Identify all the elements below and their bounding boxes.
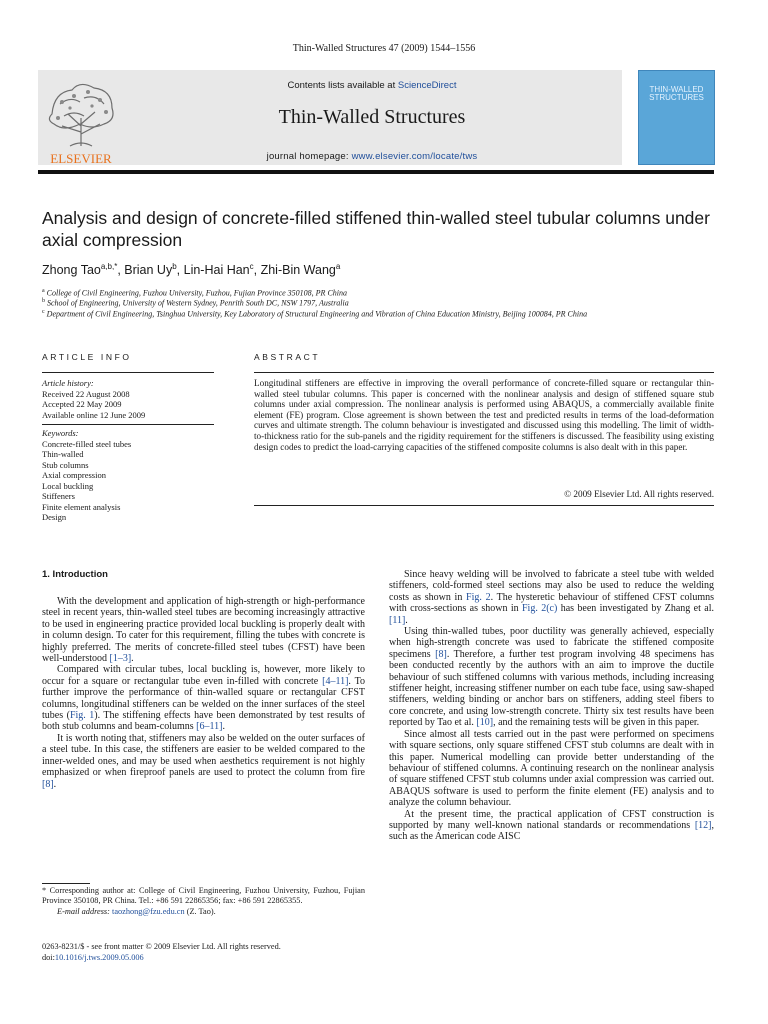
- elsevier-tree-logo[interactable]: [40, 74, 122, 166]
- abstract-heading: ABSTRACT: [254, 352, 321, 362]
- body-column-left: [42, 596, 365, 790]
- keywords-label: Keywords:: [42, 428, 79, 438]
- sciencedirect-link[interactable]: ScienceDirect: [397, 80, 457, 91]
- citation-link[interactable]: [8]: [42, 778, 54, 790]
- doi-line: [42, 952, 281, 963]
- homepage-prefix: journal homepage:: [266, 151, 352, 162]
- publisher-name: ELSEVIER: [50, 151, 112, 166]
- paragraph-text: . The hysteretic behaviour of stiffened CFST columns with cross-sections as shown in: [389, 591, 714, 615]
- article-info-rule: [42, 372, 214, 373]
- author-affiliation-mark[interactable]: c: [249, 262, 254, 271]
- doi-link[interactable]: 10.1016/j.tws.2009.05.006: [54, 953, 144, 962]
- keyword: Design: [42, 512, 67, 522]
- paragraph-text: has been investigated by Zhang et al.: [557, 603, 714, 615]
- abstract-text: Longitudinal stiffeners are effective in improving the overall performance of concrete-filled square or rectangular thin-walled steel tubular columns. This paper is concerned with the nonlinear analysis and design of stiffened square stub columns under axial compression. The nonlinear analysis is performed using ABAQUS, a commercially available finite element (FE) program. Close agreement is shown between the test and predicted results in terms of the load-deformation curves and ultimate strength. The column behaviour is investigated and discussed using this modelling. The limit of width-to-thickness ratio for the sub-panels and the rigidity requirement for the stiffeners is discussed. The feasibility using existing design codes to predict the load-carrying capacities of the stiffened composite columns is also dealt with in this paper.: [254, 378, 714, 452]
- history-received: Received 22 August 2008: [42, 388, 130, 399]
- journal-homepage-line: [124, 151, 620, 162]
- citation-link[interactable]: [11]: [389, 614, 406, 626]
- contents-line: [124, 80, 620, 91]
- citation-link[interactable]: [4–11]: [322, 675, 349, 687]
- paragraph-text: .: [131, 653, 134, 665]
- paragraph-text: ). The stiffening effects have been demonstrated by test results of both stub columns and beam-columns: [42, 710, 365, 733]
- paragraph-text: .: [405, 614, 408, 626]
- citation-link[interactable]: [10]: [476, 717, 494, 729]
- affiliation-text: College of Civil Engineering, Fuzhou University, Fuzhou, Fujian Province 350108, PR China: [46, 288, 348, 298]
- citation-link[interactable]: [8]: [435, 648, 447, 660]
- keyword: Stub columns: [42, 459, 89, 470]
- contents-prefix: Contents lists available at: [287, 80, 398, 91]
- paragraph-text: . To further improve the performance of thin-walled square or rectangular CFST columns, longitudinal stiffeners can be welded on the inner surfaces of the steel tubes (: [42, 675, 365, 722]
- citation-link[interactable]: Fig. 2: [466, 591, 491, 603]
- journal-homepage-link[interactable]: www.elsevier.com/locate/tws: [351, 151, 478, 162]
- article-info-rule: [42, 424, 214, 425]
- keyword: Axial compression: [42, 470, 106, 480]
- journal-reference: Thin-Walled Structures 47 (2009) 1544–1556: [292, 43, 476, 54]
- cover-title: THIN-WALLED STRUCTURES: [649, 85, 704, 102]
- citation-link[interactable]: [6–11]: [196, 721, 223, 733]
- body-paragraph: [389, 809, 714, 843]
- affiliation-text: School of Engineering, University of Western Sydney, Penrith South DC, NSW 1797, Australia: [47, 298, 349, 308]
- affiliation-mark: c: [42, 309, 45, 315]
- header-divider: [38, 170, 714, 174]
- author-name: Lin-Hai Han: [183, 263, 250, 278]
- author-name: Zhi-Bin Wang: [260, 263, 336, 278]
- body-paragraph: [42, 664, 365, 732]
- keyword: Stiffeners: [42, 491, 75, 501]
- paragraph-text: Since almost all tests carried out in the past were performed on specimens with square sections, only square stiffened CFST stub columns are dealt with in this paper. Numerical modelling can provide better understanding of the behaviour of stiffened columns. A continuing research on the nonlinear analysis of square stiffened CFST stub columns under axial compression was carried out. ABAQUS software is used to perform the finite element (FE) analysis and to analyze the column behaviour.: [389, 728, 714, 809]
- body-paragraph: [389, 729, 714, 809]
- email-suffix: (Z. Tao).: [184, 906, 216, 916]
- footnote-text: * Corresponding author at: College of Civil Engineering, Fuzhou University, Fuzhou, Fujian Province 350108, PR China. Tel.: +86 591 22865356; fax: +86 591 22865355.: [42, 886, 365, 906]
- email-link[interactable]: taozhong@fzu.edu.cn: [112, 906, 185, 916]
- paragraph-text: , such as the American code AISC: [389, 819, 714, 843]
- footnote-email-line: [42, 907, 365, 917]
- author-affiliation-mark[interactable]: b: [172, 262, 177, 271]
- paragraph-text: Since heavy welding will be involved to fabricate a steel tube with welded stiffeners, cold-formed steel sections may also be used to reduce the welding costs as shown in: [389, 569, 714, 603]
- front-matter-notes: [42, 941, 281, 963]
- body-paragraph: [42, 733, 365, 790]
- affiliation-text: Department of Civil Engineering, Tsinghua University, Key Laboratory of Structural Engineering and Vibration of China Education Ministry, Beijing 100084, PR China: [46, 309, 588, 319]
- paragraph-text: With the development and application of high-strength or high-performance steel in recent years, thin-walled steel tubes are becoming increasingly attractive to be used in engineering practice provided local buckling is properly dealt with in column design. To cater for this requirement, filling the tubes with concrete is highly preferred. The merits of concrete-filled steel tubes (CFST) have been well-understood: [42, 596, 365, 665]
- affiliation: [42, 309, 587, 319]
- abstract-rule: [254, 372, 714, 373]
- article-title: Analysis and design of concrete-filled stiffened thin-walled steel tubular columns under axial compression: [42, 208, 710, 250]
- body-paragraph: [389, 626, 714, 729]
- article-info-heading: ARTICLE INFO: [42, 352, 132, 362]
- citation-link[interactable]: Fig. 2(c): [522, 603, 558, 615]
- paragraph-text: Compared with circular tubes, local buckling is, however, more likely to occur for a square or rectangular tube even in-filled with concrete: [42, 664, 365, 687]
- body-column-right: [389, 569, 714, 843]
- keyword: Thin-walled: [42, 449, 84, 459]
- paragraph-text: Using thin-walled tubes, poor ductility was generally achieved, especially when high-strength concrete was used to fabricate the stiffened composite specimens: [389, 626, 714, 660]
- article-history-label: Article history:: [42, 378, 94, 388]
- author-name: Brian Uy: [124, 263, 173, 278]
- corresponding-author-footnote: [42, 886, 365, 917]
- history-accepted: Accepted 22 May 2009: [42, 399, 122, 409]
- paragraph-text: At the present time, the practical application of CFST construction is supported by many well-known national standards or recommendations: [389, 808, 714, 831]
- paragraph-text: , and the remaining tests will be given in this paper.: [493, 717, 700, 729]
- affiliation-mark: b: [42, 298, 45, 304]
- keywords-list: [42, 428, 131, 523]
- email-label: E-mail address:: [57, 906, 110, 916]
- section-heading-introduction: 1. Introduction: [42, 569, 108, 580]
- paragraph-text: .: [53, 778, 57, 790]
- citation-link[interactable]: [1–3]: [109, 653, 132, 665]
- affiliation-mark: a: [42, 288, 45, 294]
- keyword: Finite element analysis: [42, 501, 121, 512]
- journal-title: Thin-Walled Structures: [278, 106, 466, 128]
- abstract-rule: [254, 505, 714, 506]
- keyword: Concrete-filled steel tubes: [42, 438, 132, 449]
- affiliation: [42, 288, 347, 298]
- citation-link[interactable]: Fig. 1: [69, 710, 95, 722]
- footnote-rule: [42, 883, 90, 884]
- abstract-copyright: © 2009 Elsevier Ltd. All rights reserved.: [564, 489, 714, 499]
- citation-link[interactable]: [12]: [694, 819, 712, 831]
- body-paragraph: [42, 596, 365, 664]
- history-online: Available online 12 June 2009: [42, 409, 146, 420]
- paragraph-text: It is worth noting that, stiffeners may also be welded on the outer surfaces of a steel tube. In this case, the stiffeners are easier to be welded compared to the inner-welded ones, and may be used when aesthetics requirement is not highly emphasized or when fireproof panels are used to protect the column from fire: [42, 732, 365, 779]
- author-list: Zhong Tao$^{a,b,*}$, Brian Uy$^b$, Lin-Hai Han$^c$, Zhi-Bin Wang$^a$: [42, 262, 341, 278]
- affiliation: [42, 298, 349, 308]
- author-affiliation-mark[interactable]: a: [335, 262, 341, 271]
- issn-line: 0263-8231/$ - see front matter © 2009 Elsevier Ltd. All rights reserved.: [42, 942, 281, 951]
- doi-prefix: doi:: [42, 953, 55, 962]
- paragraph-text: . Therefore, a further test program involving 48 specimens has been conducted recently by the authors with an aim to improve the ductile behaviour of such stiffened columns with various methods, including increasing stiffener height, increasing stiffener number on each tube face, using saw-shaped stiffeners, welding binding or anchor bars on stiffeners, adding steel fibers to core concrete, and using low-strength concrete. Thirty six test results have been reported by Tao et al.: [389, 648, 715, 729]
- article-history: [42, 378, 145, 420]
- paragraph-text: .: [222, 721, 225, 733]
- body-paragraph: [389, 569, 714, 626]
- author-affiliation-mark[interactable]: a,b,*: [100, 262, 118, 271]
- keyword: Local buckling: [42, 480, 94, 491]
- author-name: Zhong Tao: [42, 263, 101, 278]
